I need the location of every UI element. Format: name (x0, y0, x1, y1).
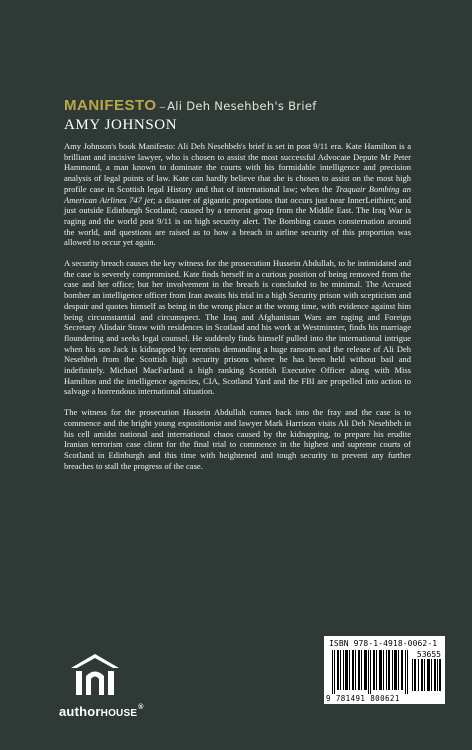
blurb-paragraph-3: The witness for the prosecution Hussein Abdullah comes back into the fray and the case is to commence and the bright young expositionist and lawyer Mark Harrison visits Ali Deh Nesehbeh in his cell amidst national and international chaos caused by the kidnapping, to prepare his erudite Iranian terrorism case client for the final trial to commence in the highest and supreme courts of Scotland in Edinburgh and this time with heightened and tough security to prevent any further breaches to stall the progress of the case. (64, 407, 411, 471)
ean-digits: 9 781491 800621 (326, 694, 400, 703)
author-name: AMY JOHNSON (64, 117, 178, 133)
addon-bars (412, 659, 442, 691)
book-title: MANIFESTO (64, 97, 157, 114)
price-code: 53655 (416, 650, 441, 659)
isbn-barcode (324, 636, 445, 704)
publisher-name: authorHOUSE® (59, 704, 144, 719)
authorhouse-logo-icon (68, 652, 122, 703)
title-row (64, 97, 317, 115)
title-separator: – (159, 102, 166, 113)
book-subtitle: Ali Deh Nesehbeh's Brief (167, 99, 317, 113)
blurb-italic-phrase: Traquair Bombing an American Airlines 747 jet (64, 183, 411, 205)
blurb (64, 141, 411, 481)
blurb-paragraph-2: A security breach causes the key witness for the prosecution Hussein Abdullah, to be intimidated and the case is severely compromised. Kate finds herself in a curious position of being removed from the case and her office; but her involvement in the breach is concluded to be minimal. The Accused bomber an intelligence officer from Iran awaits his trial in a high Security prison with scepticism and despair and quotes himself as being in the wrong place at the wrong time, with evidence against him being circumstantial and circumspect. The Iraq and Afghanistan Wars are raging and Foreign Secretary Alisdair Straw with residences in Scotland and his work at Westminster, finds his marriage floundering and seeks legal counsel. He suddenly finds himself pulled into the international intrigue when his son Jack is kidnapped by terrorists demanding a huge ransom and the release of Ali Deh Nesehbeh from the Scottish high security prisons where he has been held without bail and indefinitely. Michael MacFarland a high ranking Scottish Executive Officer along with Miss Hamilton and the intelligence agencies, CIA, Scotland Yard and the FBI are propelled into action to salvage a horrendous international situation. (64, 258, 411, 397)
blurb-paragraph-1: Amy Johnson's book Manifesto: Ali Deh Nesehbeh's brief is set in post 9/11 era. Kate Hamilton is a brilliant and incisive lawyer, who is chosen to assist the most successful Advocate Depute Mr Peter Hammond, a man known to dominate the courts with his formidable intelligence and precision analysis of legal points of law. Kate can hardly believe that she is chosen to assist on the most high profile case in Scottish legal History and that of international law; when the Traquair Bombing an American Airlines 747 jet; a disaster of gigantic proportions that occurs just near InnerLeithien; and just outside Edinburgh Scotland; caused by a terrorist group from the Middle East. The Iraq War is raging and the world post 9/11 is on high security alert. The Bombing causes consternation around the world, and questions are raised as to how a breach in airline security of this proportion was allowed to occur yet again. (64, 141, 412, 248)
isbn-label: ISBN 978-1-4918-0062-1 (329, 639, 438, 648)
ean-bars (332, 650, 410, 694)
